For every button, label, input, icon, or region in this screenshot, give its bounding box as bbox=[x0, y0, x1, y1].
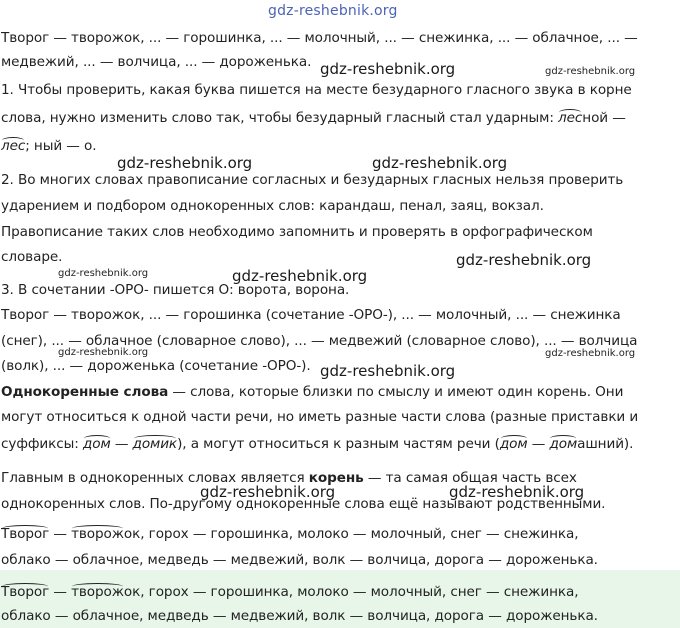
text-fragment: Главным в однокоренных словах является bbox=[1, 470, 309, 486]
text-fragment: ), а могут относиться к разным частям речи ( bbox=[177, 436, 500, 452]
text-line: облако — облачное, медведь — медвежий, волк — волчица, дорога — дороженька. bbox=[1, 552, 598, 568]
text-line: 2. Во многих словах правописание согласных и безударных гласных нельзя проверить bbox=[1, 172, 624, 188]
root-mark: творож bbox=[71, 526, 124, 542]
text-line: ударением и подбором однокоренных слов: карандаш, пенал, заяц, вокзал. bbox=[1, 198, 544, 214]
text-line: (снег), ... — облачное (словарное слово), ... — медвежий (словарное слово), ... — волчица bbox=[1, 333, 638, 349]
text-fragment: ок, горох — горошинка, молоко — молочный, снег — снежинка, bbox=[123, 584, 579, 600]
watermark-small: gdz-reshebnik.org bbox=[58, 268, 149, 279]
root-mark: лес bbox=[1, 138, 26, 154]
watermark: gdz-reshebnik.org bbox=[117, 154, 253, 172]
text-fragment: — та самая общая часть всех bbox=[363, 470, 577, 486]
text-line bbox=[1, 468, 677, 488]
watermark: gdz-reshebnik.org bbox=[200, 483, 336, 501]
text-fragment: ной — bbox=[582, 110, 626, 126]
root-mark: дом bbox=[82, 436, 111, 452]
watermark-small: gdz-reshebnik.org bbox=[545, 66, 636, 77]
root-mark: дом bbox=[499, 436, 528, 452]
text-line: однокоренных слов. По-другому однокоренные слова ещё называют родственными. bbox=[1, 496, 606, 512]
root-mark: творож bbox=[71, 584, 124, 600]
text-line: 1. Чтобы проверить, какая буква пишется на месте безударного гласного звука в корне bbox=[1, 82, 632, 98]
text-line bbox=[1, 108, 677, 128]
text-line: облако — облачное, медведь — медвежий, волк — волчица, дорога — дороженька. bbox=[1, 608, 598, 624]
watermark: gdz-reshebnik.org bbox=[232, 267, 368, 285]
text-fragment: слова, нужно изменить слово так, чтобы безударный гласный стал ударным: bbox=[1, 110, 559, 126]
root-mark: дом bbox=[549, 436, 578, 452]
watermark-top[interactable]: gdz-reshebnik.org bbox=[268, 3, 398, 19]
text-fragment: ашний). bbox=[577, 436, 634, 452]
text-fragment: ок, горох — горошинка, молоко — молочный, снег — снежинка, bbox=[123, 526, 579, 542]
root-mark: Творог bbox=[1, 526, 50, 542]
watermark: gdz-reshebnik.org bbox=[449, 483, 585, 501]
root-mark: Творог bbox=[1, 584, 50, 600]
watermark: gdz-reshebnik.org bbox=[456, 251, 592, 269]
text-fragment: — bbox=[49, 584, 72, 600]
text-line: словаре. bbox=[1, 249, 63, 265]
text-line: медвежий, ... — волчица, ... — дороженька. bbox=[1, 54, 312, 70]
text-line bbox=[1, 582, 677, 602]
watermark: gdz-reshebnik.org bbox=[320, 362, 456, 380]
root-mark: домик bbox=[132, 436, 178, 452]
watermark: gdz-reshebnik.org bbox=[372, 154, 508, 172]
text-line bbox=[1, 382, 677, 402]
text-fragment: — слова, которые близки по смыслу и имеют один корень. Они bbox=[168, 384, 624, 400]
watermark: gdz-reshebnik.org bbox=[320, 60, 456, 78]
text-line bbox=[1, 136, 677, 156]
text-fragment: ; ный — о. bbox=[25, 138, 97, 154]
text-line: Правописание таких слов необходимо запомнить и проверять в орфографическом bbox=[1, 224, 593, 240]
text-line: могут относиться к одной части речи, но иметь разные части слова (разные приставки и bbox=[1, 409, 639, 425]
text-line bbox=[1, 524, 677, 544]
text-fragment: — bbox=[49, 526, 72, 542]
watermark-small: gdz-reshebnik.org bbox=[545, 348, 636, 359]
root-mark: лес bbox=[558, 110, 583, 126]
text-fragment: суффиксы: bbox=[1, 436, 83, 452]
text-fragment: — bbox=[527, 436, 550, 452]
text-fragment: — bbox=[110, 436, 133, 452]
text-line: Творог — творожок, ... — горошинка, ... — молочный, ... — снежинка, ... — облачное, ... — bbox=[1, 30, 638, 46]
term-bold: Однокоренные слова bbox=[1, 384, 169, 400]
text-line: 3. В сочетании -ОРО- пишется О: ворота, ворона. bbox=[1, 282, 350, 298]
text-line: Творог — творожок, ... — горошинка (сочетание -ОРО-), ... — молочный, ... — снежинка bbox=[1, 307, 621, 323]
watermark-small: gdz-reshebnik.org bbox=[58, 347, 149, 358]
text-line bbox=[1, 434, 677, 454]
term-bold: корень bbox=[308, 470, 364, 486]
text-line: (волк), ... — дороженька (сочетание -ОРО-). bbox=[1, 358, 311, 374]
